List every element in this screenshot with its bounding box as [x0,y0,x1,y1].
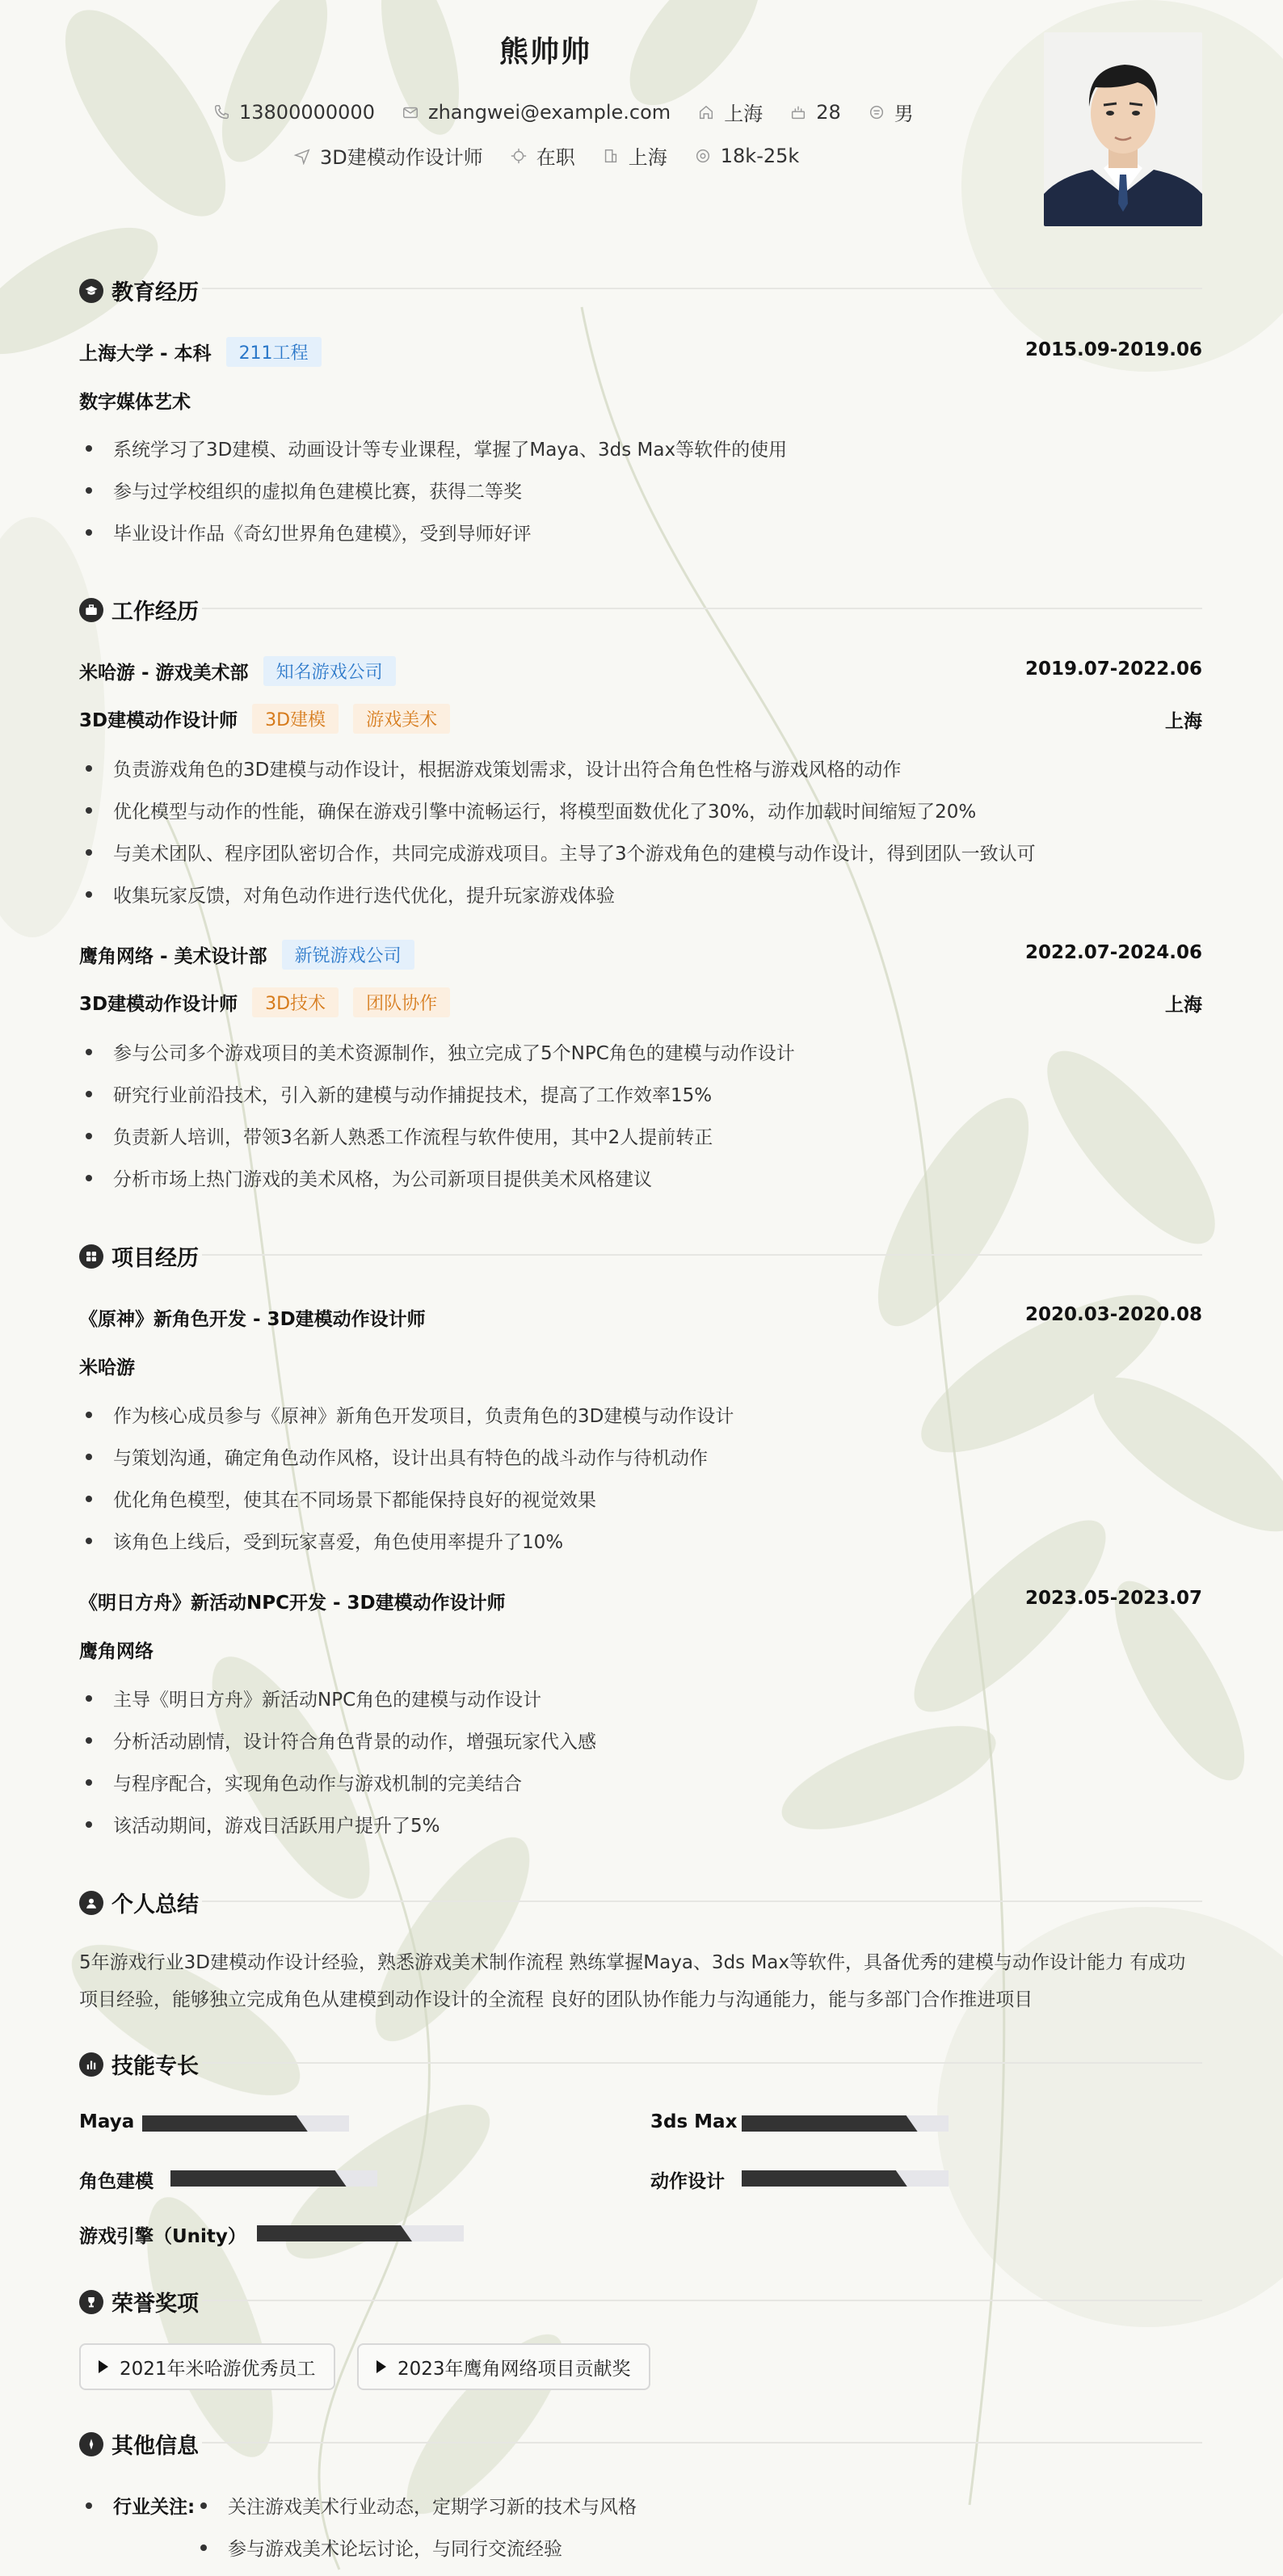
list-item: 主导《明日方舟》新活动NPC角色的建模与动作设计 [79,1685,541,1711]
user-icon [79,1891,103,1915]
list-item: 优化角色模型，使其在不同场景下都能保持良好的视觉效果 [79,1485,596,1512]
section-divider [202,608,1202,609]
work-role-row [79,704,450,734]
chart-icon [79,2052,103,2077]
section-divider [202,1254,1202,1256]
list-item: 该活动期间，游戏日活跃用户提升了5% [79,1811,440,1837]
list-item: 系统学习了3D建模、动画设计等专业课程，掌握了Maya、3ds Max等软件的使用 [79,435,787,461]
skill-tag: 游戏美术 [353,704,450,734]
gender: 男 [894,103,914,125]
cake-icon [789,103,808,122]
section-title: 荣誉奖项 [111,2292,199,2317]
list-item: 参与公司多个游戏项目的美术资源制作，独立完成了5个NPC角色的建模与动作设计 [79,1038,795,1065]
job-intent-row [292,141,817,170]
section-title: 工作经历 [111,600,199,625]
phone-number: 13800000000 [239,100,375,124]
company-tag: 新锐游戏公司 [282,940,414,970]
award-label: 2021年米哈游优秀员工 [120,2358,316,2380]
home-icon [696,103,716,122]
work-period: 2022.07-2024.06 [1024,942,1202,963]
skill-name: 角色建模 [79,2171,154,2192]
phone-icon [212,103,231,122]
skill-bar [170,2170,377,2187]
list-item: 参与过学校组织的虚拟角色建模比赛，获得二等奖 [79,477,522,503]
target-position: 3D建模动作设计师 [320,146,483,169]
section-divider [202,2062,1202,2064]
skill-fill [142,2115,308,2132]
skill-bar [142,2115,349,2132]
section-divider [202,2300,1202,2301]
email-address: zhangwei@example.com [427,100,671,124]
section-awards [79,2286,199,2317]
list-item: 参与游戏美术论坛讨论，与同行交流经验 [194,2534,562,2561]
skill-bar [742,2170,949,2187]
expected-salary: 18k-25k [720,144,800,167]
school-tag: 211工程 [226,337,322,367]
section-divider [202,288,1202,289]
section-education [79,275,199,306]
project-title: 《原神》新角色开发 - 3D建模动作设计师 [79,1309,426,1330]
work-location: 上海 [1165,995,1202,1016]
skill-tag: 3D技术 [252,987,339,1017]
skill-name: 3ds Max [650,2111,738,2132]
mail-icon [401,103,420,122]
grid-icon [79,1244,103,1269]
contact-row [212,98,932,126]
list-item: 与美术团队、程序团队密切合作，共同完成游戏项目。主导了3个游戏角色的建模与动作设计，得到团队一致认可 [79,839,1036,865]
education-major: 数字媒体艺术 [79,392,191,413]
project-org: 米哈游 [79,1357,135,1378]
company-tag: 知名游戏公司 [263,656,396,686]
graduation-cap-icon [79,279,103,303]
list-item: 分析市场上热门游戏的美术风格，为公司新项目提供美术风格建议 [79,1164,652,1191]
work-title-row [79,656,396,686]
company-name: 米哈游 - 游戏美术部 [79,663,249,684]
list-item: 作为核心成员参与《原神》新角色开发项目，负责角色的3D建模与动作设计 [79,1401,734,1428]
award-label: 2023年鹰角网络项目贡献奖 [398,2358,631,2380]
section-title: 个人总结 [111,1892,199,1917]
other-label: 行业关注: [79,2492,195,2519]
education-title-row [79,337,322,367]
list-item: 负责游戏角色的3D建模与动作设计，根据游戏策划需求，设计出符合角色性格与游戏风格的动作 [79,755,901,781]
project-org: 鹰角网络 [79,1641,154,1662]
skill-bar [742,2115,949,2132]
section-divider [202,2442,1202,2443]
summary-text: 5年游戏行业3D建模动作设计经验，熟悉游戏美术制作流程 熟练掌握Maya、3ds Max等软件，具备优秀的建模与动作设计能力 有成功项目经验，能够独立完成角色从建模到动作设计的全流程 良好的团队协作能力与沟通能力，能与多部门合作推进项目 [79,1952,1186,2010]
skill-tag: 团队协作 [353,987,450,1017]
play-icon [376,2360,386,2373]
award-item[interactable] [357,2343,650,2390]
list-item: 收集玩家反馈，对角色动作进行迭代优化，提升玩家游戏体验 [79,881,615,907]
school-name: 上海大学 - 本科 [79,343,212,364]
list-item: 该角色上线后，受到玩家喜爱，角色使用率提升了10% [79,1527,563,1554]
section-work [79,594,199,625]
play-icon [99,2360,108,2373]
section-skills [79,2048,199,2080]
age: 28 [816,100,841,124]
role-name: 3D建模动作设计师 [79,994,238,1015]
skill-fill [742,2115,918,2132]
skill-fill [170,2170,347,2187]
skill-name: 游戏引擎（Unity） [79,2226,246,2247]
gender-icon [867,103,886,122]
list-item: 分析活动剧情，设计符合角色背景的动作，增强玩家代入感 [79,1727,596,1753]
work-role-row [79,987,450,1017]
employment-status: 在职 [536,146,575,169]
section-title: 教育经历 [111,280,199,305]
candidate-name: 熊帅帅 [498,36,591,69]
skill-bar [257,2225,464,2241]
skill-name: Maya [79,2111,135,2132]
building-icon [601,146,620,166]
work-title-row [79,940,414,970]
list-item: 负责新人培训，带领3名新人熟悉工作流程与软件使用，其中2人提前转正 [79,1122,713,1149]
award-item[interactable] [79,2343,335,2390]
skill-fill [257,2225,412,2241]
list-item: 关注游戏美术行业动态，定期学习新的技术与风格 [194,2492,637,2519]
list-item: 研究行业前沿技术，引入新的建模与动作捕捉技术，提高了工作效率15% [79,1080,712,1107]
work-city: 上海 [628,146,667,169]
home-city: 上海 [724,103,763,125]
work-location: 上海 [1165,711,1202,732]
company-name: 鹰角网络 - 美术设计部 [79,946,267,967]
trophy-icon [79,2290,103,2314]
section-title: 技能专长 [111,2054,199,2079]
project-period: 2023.05-2023.07 [1024,1588,1202,1609]
section-divider [202,1900,1202,1902]
section-title: 项目经历 [111,1246,199,1271]
list-item: 与策划沟通，确定角色动作风格，设计出具有特色的战斗动作与待机动作 [79,1443,708,1470]
salary-icon [693,146,713,166]
list-item: 优化模型与动作的性能，确保在游戏引擎中流畅运行，将模型面数优化了30%，动作加载时间缩短了20% [79,797,976,823]
profile-photo [1044,32,1202,226]
section-other [79,2428,199,2460]
skill-tag: 3D建模 [252,704,339,734]
section-title: 其他信息 [111,2434,199,2459]
send-icon [292,146,312,166]
list-item: 与程序配合，实现角色动作与游戏机制的完美结合 [79,1769,522,1795]
section-projects [79,1240,199,1272]
section-summary [79,1887,199,1918]
briefcase-icon [79,598,103,622]
status-icon [509,146,528,166]
project-title: 《明日方舟》新活动NPC开发 - 3D建模动作设计师 [79,1593,506,1614]
skill-fill [742,2170,907,2187]
list-item: 毕业设计作品《奇幻世界角色建模》，受到导师好评 [79,519,532,545]
skill-name: 动作设计 [650,2171,725,2192]
project-period: 2020.03-2020.08 [1024,1304,1202,1325]
work-period: 2019.07-2022.06 [1024,659,1202,680]
education-period: 2015.09-2019.06 [1024,339,1202,360]
role-name: 3D建模动作设计师 [79,710,238,731]
compass-icon [79,2432,103,2456]
